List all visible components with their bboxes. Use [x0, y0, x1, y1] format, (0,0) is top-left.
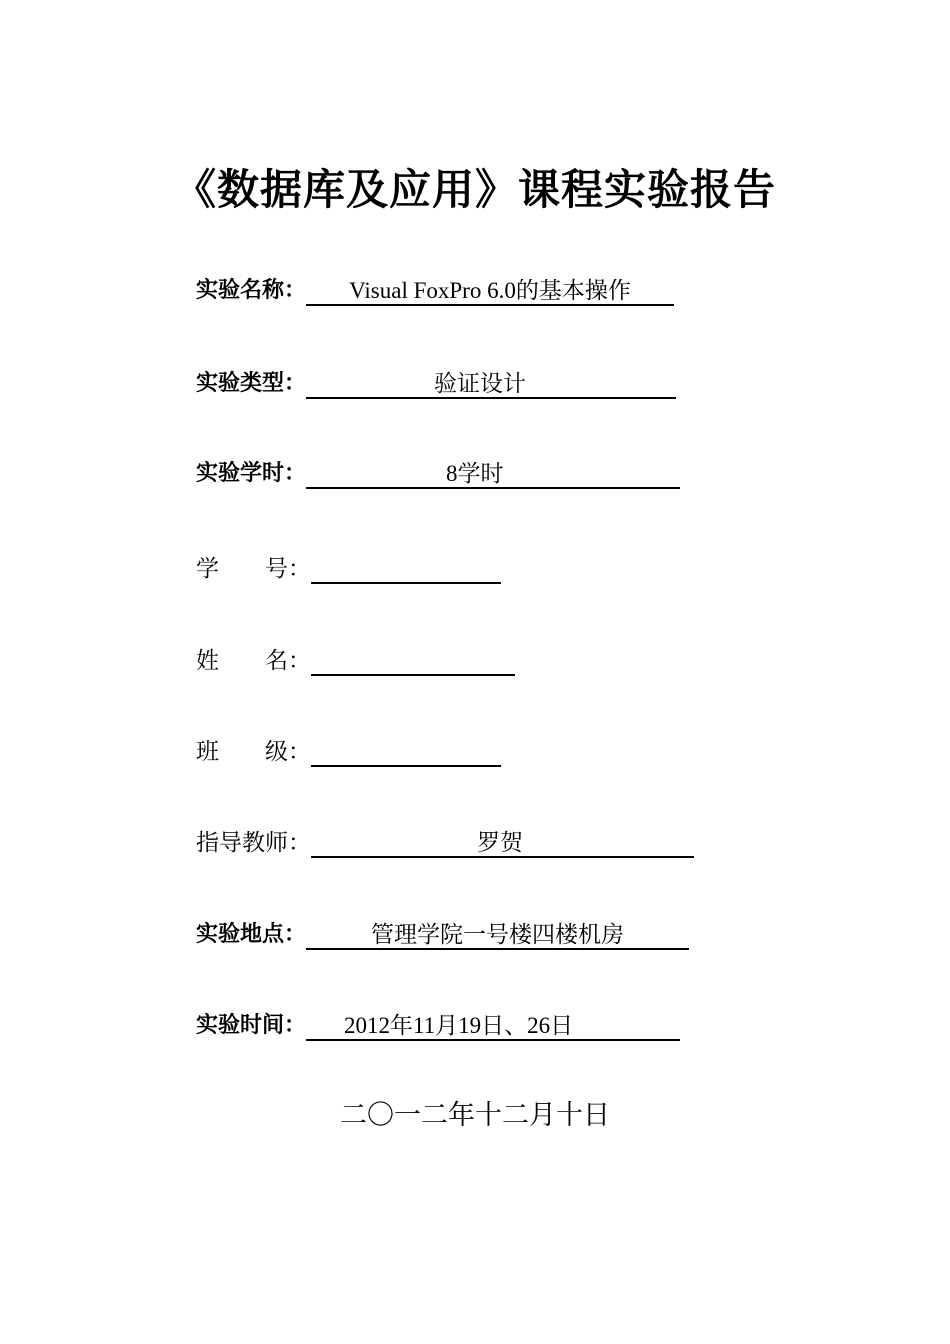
experiment-name-row	[196, 270, 674, 306]
location-row	[196, 914, 689, 950]
instructor-row	[196, 822, 694, 858]
experiment-hours-field: 8学时	[306, 459, 680, 489]
experiment-name-label: 实验名称：	[196, 278, 307, 303]
student-name-label: 姓 名：	[196, 648, 311, 674]
report-title: 《数据库及应用》课程实验报告	[173, 165, 776, 214]
student-name-row	[196, 640, 515, 676]
time-label: 实验时间：	[196, 1013, 307, 1038]
location-label: 实验地点：	[196, 922, 307, 947]
experiment-hours-row	[196, 453, 680, 489]
instructor-label: 指导教师：	[196, 830, 311, 856]
experiment-hours-label: 实验学时：	[196, 461, 307, 486]
location-field: 管理学院一号楼四楼机房	[306, 920, 689, 950]
experiment-type-field: 验证设计	[306, 369, 676, 399]
report-date: 二〇一二年十二月十日	[340, 1100, 610, 1131]
class-label: 班 级：	[196, 739, 311, 765]
student-id-label: 学 号：	[196, 556, 311, 582]
time-row	[196, 1005, 680, 1041]
student-id-field	[311, 554, 501, 584]
time-field: 2012年11月19日、26日	[306, 1011, 680, 1041]
student-id-row	[196, 548, 501, 584]
instructor-field: 罗贺	[311, 828, 694, 858]
experiment-type-label: 实验类型：	[196, 371, 307, 396]
class-field	[311, 737, 501, 767]
student-name-field	[311, 646, 515, 676]
class-row	[196, 731, 501, 767]
experiment-name-field: Visual FoxPro 6.0的基本操作	[306, 276, 674, 306]
experiment-type-row	[196, 363, 676, 399]
